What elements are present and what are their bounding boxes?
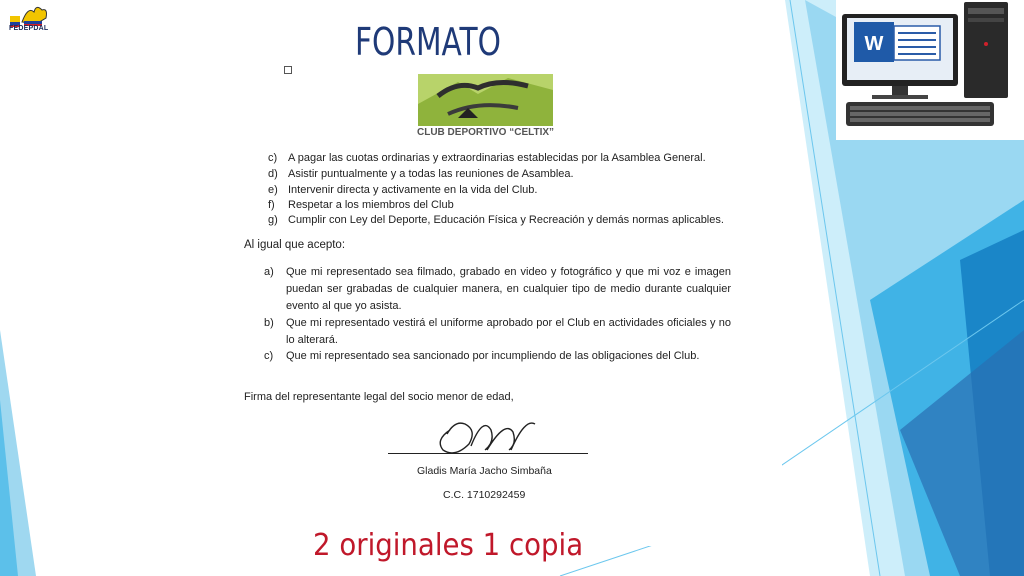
acceptance-item: c) Que mi representado sea sancionado por incumpliendo de las obligaciones del Club. [264,350,700,362]
signature-line [388,453,588,454]
obligation-item: g) Cumplir con Ley del Deporte, Educación Física y Recreación y demás normas aplicables. [268,214,724,226]
signer-id: C.C. 1710292459 [443,489,526,501]
obligation-item: f) Respetar a los miembros del Club [268,199,454,211]
checkbox-mark [284,66,292,74]
handwritten-signature [425,410,550,458]
copies-caption: 2 originales 1 copia [313,528,584,563]
obligation-item: d) Asistir puntualmente y a todas las reuniones de Asamblea. [268,168,574,180]
org-name: FEDEPDAL [9,25,49,32]
obligation-item: e) Intervenir directa y activamente en la vida del Club. [268,184,538,196]
slide-title: FORMATO [355,20,501,64]
pc-tower [964,2,1008,98]
signer-name: Gladis María Jacho Simbaña [417,465,552,477]
computer-word-illustration [836,0,1024,140]
celtix-club-logo [418,74,553,126]
acceptance-item: a) Que mi representado sea filmado, grabado en video y fotográfico y que mi voz e imagen puedan ser grabadas de cualquier manera, en cualquier tipo de medio durante cualquier evento al que yo asista. [264,266,731,312]
signature-prompt: Firma del representante legal del socio menor de edad, [244,391,514,403]
word-letter: W [864,33,884,55]
acceptance-item: b) Que mi representado vestirá el uniforme aprobado por el Club en actividades oficiales y no lo alterará. [264,317,731,346]
accept-intro: Al igual que acepto: [244,239,346,251]
club-name: CLUB DEPORTIVO “CELTIX” [417,127,555,138]
obligation-item: c) A pagar las cuotas ordinarias y extraordinarias establecidas por la Asamblea General. [268,152,706,164]
